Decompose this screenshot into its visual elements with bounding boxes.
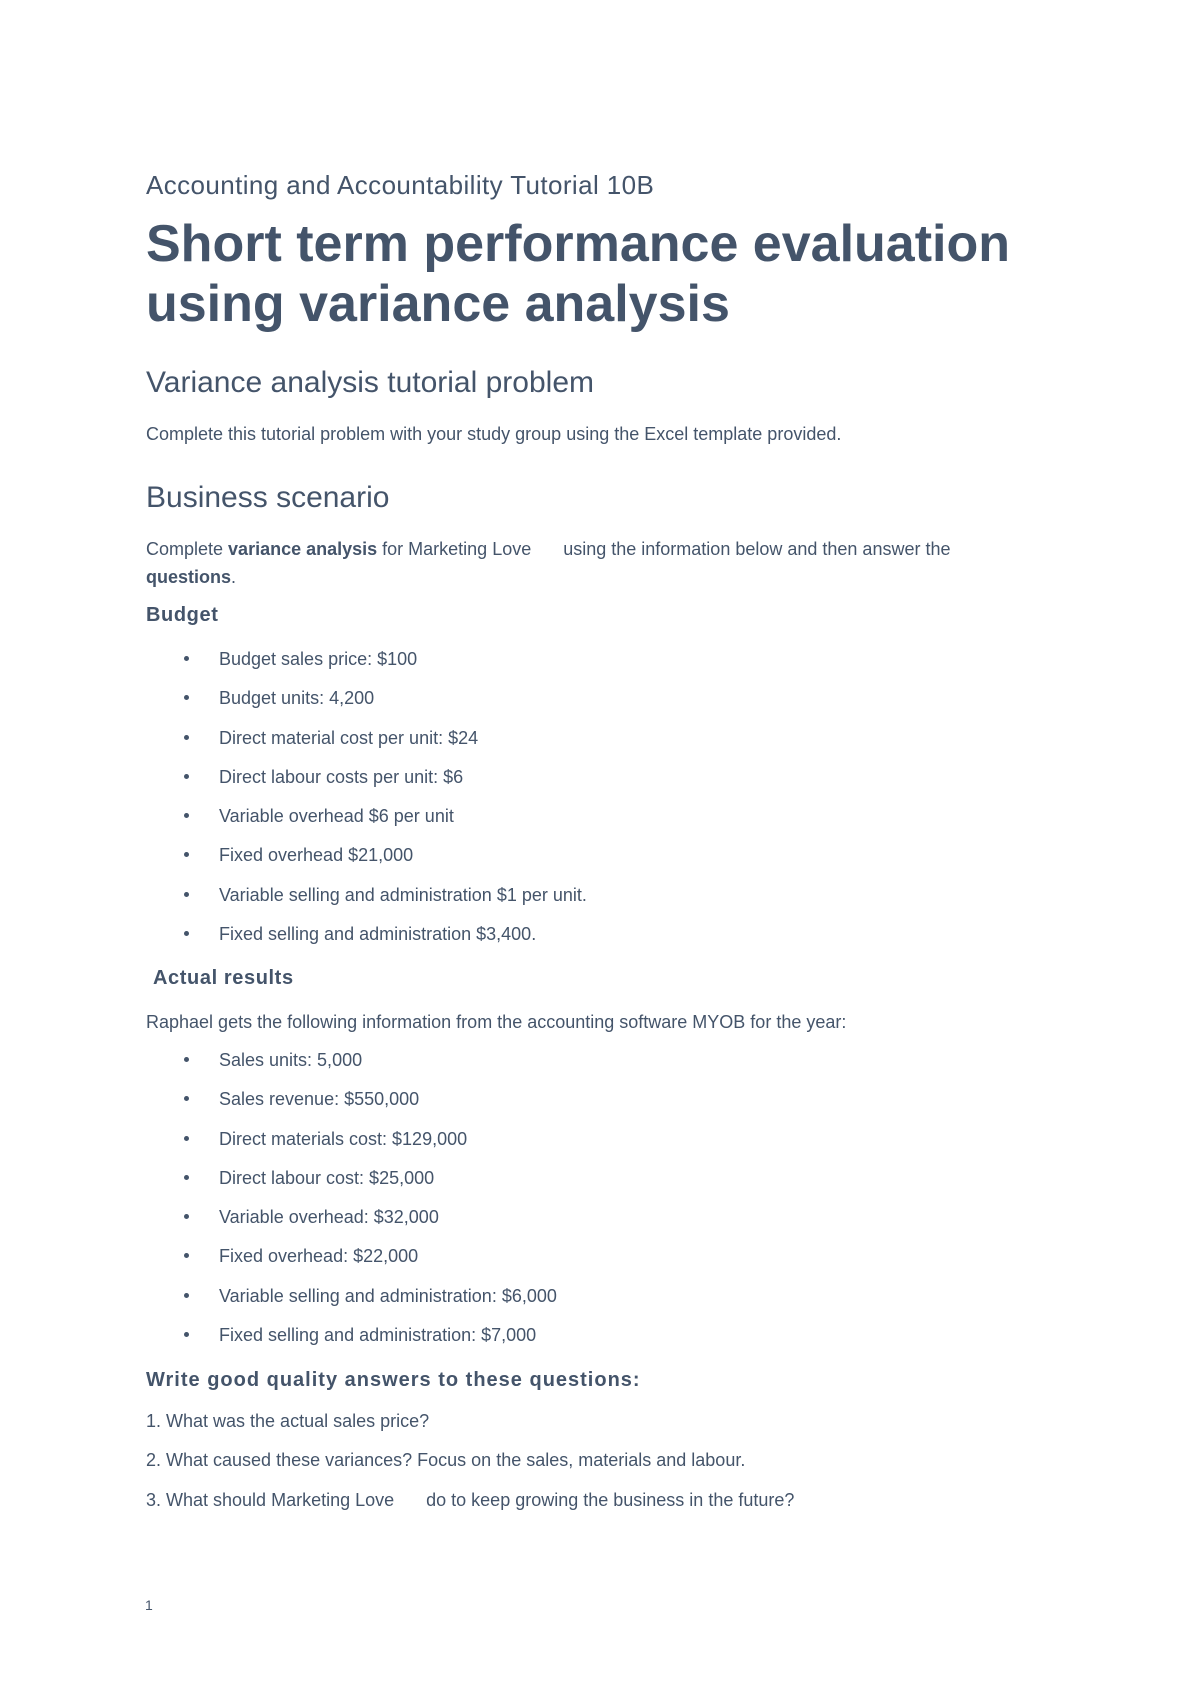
bullet-icon — [184, 735, 189, 740]
list-item: Budget sales price: $100 — [146, 647, 1026, 686]
scenario-text-4: . — [231, 567, 237, 587]
bullet-icon — [184, 1293, 189, 1298]
bullet-icon — [184, 1253, 189, 1258]
list-item: Variable overhead $6 per unit — [146, 804, 1026, 843]
list-item: Variable selling and administration $1 per unit. — [146, 883, 1026, 922]
heading-variance-problem: Variance analysis tutorial problem — [146, 366, 594, 399]
heading-budget: Budget — [146, 604, 219, 626]
actual-list — [146, 1048, 1026, 1362]
question-2: 2. What caused these variances? Focus on the sales, materials and labour. — [146, 1450, 746, 1470]
page-number: 1 — [145, 1597, 153, 1613]
bullet-icon — [184, 931, 189, 936]
bullet-icon — [184, 656, 189, 661]
bullet-icon — [184, 1057, 189, 1062]
list-item: Fixed selling and administration $3,400. — [146, 922, 1026, 961]
list-item: Fixed selling and administration: $7,000 — [146, 1323, 1026, 1362]
heading-business-scenario: Business scenario — [146, 481, 390, 514]
bullet-icon — [184, 1214, 189, 1219]
bullet-icon — [184, 1136, 189, 1141]
list-item: Direct labour cost: $25,000 — [146, 1166, 1026, 1205]
list-item: Budget units: 4,200 — [146, 686, 1026, 725]
bullet-icon — [184, 1332, 189, 1337]
list-item: Direct materials cost: $129,000 — [146, 1127, 1026, 1166]
scenario-text-1: Complete — [146, 539, 229, 559]
scenario-text-3: using the information below and then answer the — [563, 539, 951, 559]
bullet-icon — [184, 1175, 189, 1180]
bullet-icon — [184, 852, 189, 857]
scenario-paragraph — [146, 535, 1026, 591]
budget-list — [146, 647, 1026, 961]
scenario-bold-variance: variance analysis — [228, 539, 378, 559]
list-item: Direct material cost per unit: $24 — [146, 726, 1026, 765]
document-title: Short term performance evaluation using variance analysis — [146, 215, 1010, 333]
heading-actual-results: Actual results — [153, 967, 294, 989]
list-item: Sales revenue: $550,000 — [146, 1087, 1026, 1126]
bullet-icon — [184, 695, 189, 700]
scenario-bold-questions: questions — [146, 567, 232, 587]
question-3: 3. What should Marketing Love do to keep growing the business in the future? — [146, 1490, 795, 1510]
list-item: Direct labour costs per unit: $6 — [146, 765, 1026, 804]
question-1: 1. What was the actual sales price? — [146, 1411, 430, 1431]
bullet-icon — [184, 813, 189, 818]
bullet-icon — [184, 774, 189, 779]
list-item: Sales units: 5,000 — [146, 1048, 1026, 1087]
list-item: Variable overhead: $32,000 — [146, 1205, 1026, 1244]
scenario-text-2: for Marketing Love — [377, 539, 532, 559]
bullet-icon — [184, 1096, 189, 1101]
bullet-icon — [184, 892, 189, 897]
actual-intro: Raphael gets the following information from the accounting software MYOB for the year: — [146, 1012, 847, 1032]
heading-questions: Write good quality answers to these questions: — [146, 1369, 641, 1391]
problem-instruction: Complete this tutorial problem with your study group using the Excel template provided. — [146, 424, 842, 444]
list-item: Variable selling and administration: $6,000 — [146, 1284, 1026, 1323]
list-item: Fixed overhead $21,000 — [146, 843, 1026, 882]
list-item: Fixed overhead: $22,000 — [146, 1244, 1026, 1283]
document-subtitle: Accounting and Accountability Tutorial 10B — [146, 170, 655, 200]
